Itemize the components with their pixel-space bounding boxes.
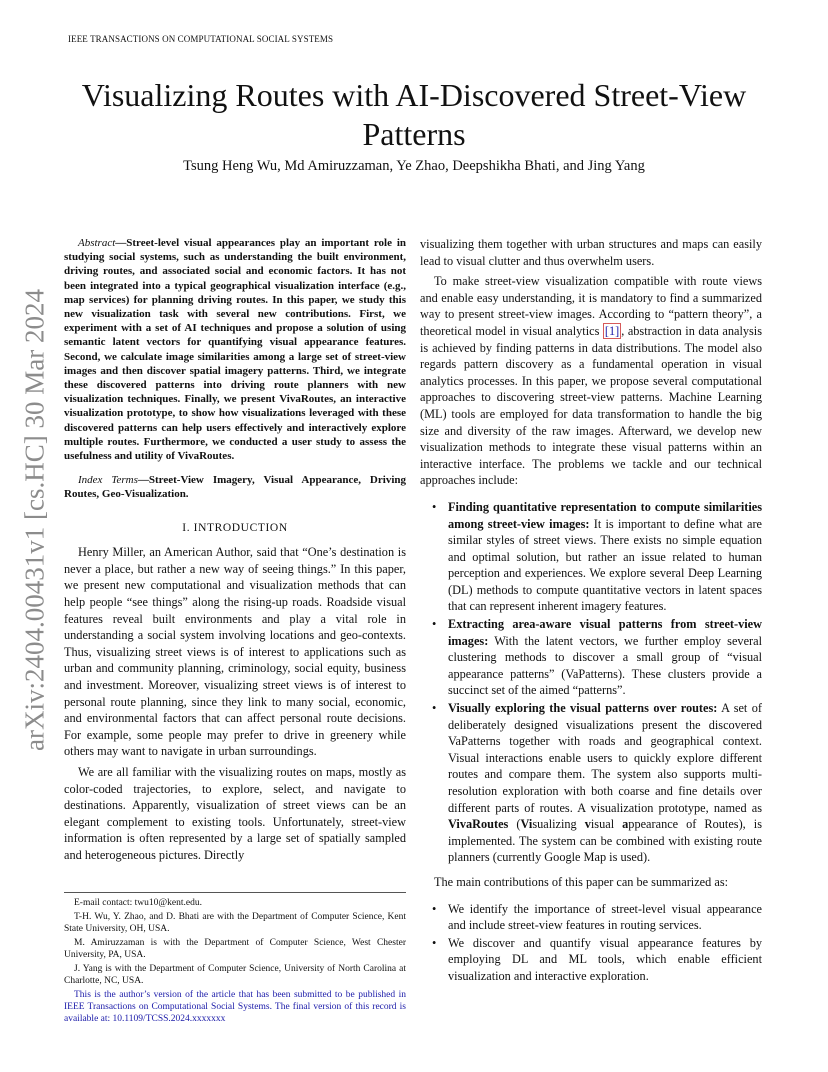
approaches-list (420, 499, 762, 866)
index-terms (64, 473, 406, 501)
list-item-text: It is important to define what are similar styles of street views. There exists no simple equation and optimal solution, but rather an issue related to human perception and experiences. We explore several Deep Learning (DL) methods to compute quantitative vectors in latent spaces that can represent inherent imagery features. (448, 516, 762, 614)
list-item (420, 616, 762, 699)
body-paragraph: The main contributions of this paper can be summarized as: (434, 874, 729, 889)
list-item-text: sualizing (532, 817, 585, 832)
abstract-label: Abstract (78, 237, 116, 249)
acronym-letter: a (622, 817, 629, 832)
contributions-list (420, 901, 762, 985)
body-paragraph: We are all familiar with the visualizing routes on maps, mostly as color-coded trajectories, to explore, select, and navigate to destinations. Apparently, visualization of street views can be an elegant complement to existing tools. Unfortunately, street-view information is often represented by a large set of spatially sampled and heterogeneous pictures. Directly (64, 764, 406, 862)
list-item (420, 499, 762, 615)
list-item: • We identify the importance of street-level visual appearance and include street-view features in routing services. (420, 901, 762, 934)
list-item-lead: Extracting area-aware visual patterns from street-view images: (448, 617, 762, 648)
footnotes (64, 892, 406, 1027)
author-list: Tsung Heng Wu, Md Amiruzzaman, Ye Zhao, Deepshikha Bhati, and Jing Yang (183, 158, 645, 174)
paragraph-text: To make street-view visualization compatible with route views and enable easy understanding, it is mandatory to find a summarized way to present street-view images. According to “pattern theory”, a theoretical model in visual analytics (420, 274, 762, 338)
right-column (420, 236, 762, 993)
body-paragraph: visualizing them together with urban structures and maps can easily lead to visual clutter and thus overwhelm users. (420, 237, 762, 268)
index-terms-text: —Street-View Imagery, Visual Appearance, Driving Routes, Geo-Visualization. (64, 474, 406, 501)
arxiv-identifier-stamp[interactable] (20, 280, 50, 760)
acronym-letter: Vi (520, 817, 533, 832)
system-name: VivaRoutes (448, 817, 509, 832)
list-item-lead: Visually exploring the visual patterns over routes: (448, 701, 718, 716)
paper-title: Visualizing Routes with AI-Discovered Street-View Patterns (81, 77, 747, 152)
footnote: J. Yang is with the Department of Computer Science, University of North Carolina at Charlotte, NC, USA. (64, 964, 406, 986)
body-paragraph (420, 273, 762, 489)
list-item-lead: Finding quantitative representation to compute similarities among street-view images: (448, 499, 762, 531)
abstract (64, 236, 406, 463)
footnote: M. Amiruzzaman is with the Department of Computer Science, West Chester University, PA, USA. (64, 938, 406, 960)
paragraph-text: , abstraction in data analysis is achieved by finding patterns in data distributions. The model also regards pattern discovery as a fundamental operation in visual analytics processes. In this paper, we propose several computational approaches to discovering street-view patterns. Machine Learning (ML) tools are employed for data transformation to handle the big size and diversity of the raw images. Afterward, we develop new visualization methods to integrate these visual patterns within an interactive interface. The problems we tackle and our technical approaches include: (420, 323, 763, 488)
index-terms-label: Index Terms (78, 474, 138, 487)
list-item-text: With the latent vectors, we further employ several clustering methods to discover a small group of “visual appearance patterns” (VaPatterns). These clusters provide a succinct set of the aimed “patterns”. (448, 633, 762, 698)
arxiv-identifier-text: arXiv:2404.00431v1 [cs.HC] 30 Mar 2024 (19, 289, 50, 751)
left-column (64, 236, 406, 868)
section-heading-introduction: I. INTRODUCTION (182, 521, 288, 534)
citation-link[interactable]: [1] (604, 323, 620, 338)
running-head: IEEE TRANSACTIONS ON COMPUTATIONAL SOCIAL SYSTEMS (68, 34, 334, 44)
list-item: • We discover and quantify visual appearance features by employing DL and ML tools, which enable efficient visualization and interactive exploration. (420, 935, 762, 985)
body-paragraph: Henry Miller, an American Author, said that “One’s destination is never a place, but rather a new way of seeing things.” In this paper, we present new computational and visualization methods that can help people “see things” along the rising-up roads. Roadside visual features reveal built environments and play a vital role in understanding a social system involving locations and geo-contexts. Thus, visualizing street views is of interest to applications such as urban and community planning, criminology, social equity, business and investment. Moreover, visualizing street views is of interest to personal route planning, since they link to many social, economic, and environmental factors that can affect personal route decisions. For example, some people may prefer to drive in greenery while others may want to navigate in urban surroundings. (64, 545, 406, 759)
footnote: E-mail contact: twu10@kent.edu. (74, 898, 202, 908)
list-item-text: ppearance of Routes), is implemented. The system can be combined with existing route planners (currently Google Map is used). (448, 817, 762, 865)
abstract-text: —Street-level visual appearances play an important role in studying social systems, such as understanding the built environment, driving routes, and associated social and economic factors. It has not been integrated into a typical geographical visualization interface (e.g., map services) for planning driving routes. In this paper, we study this new visualization task with several new contributions. First, we experiment with a set of AI techniques and propose a solution of using semantic latent vectors for quantifying visual appearance features. Second, we calculate image similarities among a large set of street-view images and then discover spatial imagery patterns. Third, we integrate these discovered patterns into driving route planners with new visualization techniques. Finally, we present VivaRoutes, an interactive visualization prototype, to show how visualizations leveraged with these discovered patterns can help users effectively and interactively explore multiple routes. Furthermore, we conducted a user study to assess the usefulness and utility of VivaRoutes. (64, 237, 406, 463)
list-item (420, 700, 762, 866)
list-item-text: ( (508, 817, 521, 832)
footnote: T-H. Wu, Y. Zhao, and D. Bhati are with the Department of Computer Science, Kent State University, OH, USA. (64, 912, 406, 934)
list-item-text: A set of deliberately designed visualizations present the discovered VaPatterns together with roads and geographical context. Visual interactions enable users to quickly explore different routes and compare them. The system also supports multi-resolution exploration with both coarse and fine details over different parts of routes. A visualization prototype, named as (448, 701, 762, 815)
publication-notice-link[interactable]: This is the author’s version of the article that has been submitted to be published in IEEE Transactions on Computational Social Systems. The final version of this record is available at: 10.1109/TCSS.2024.xxxxxxx (64, 990, 406, 1024)
acronym-letter: v (584, 817, 591, 832)
list-item-text: isual (590, 817, 623, 832)
